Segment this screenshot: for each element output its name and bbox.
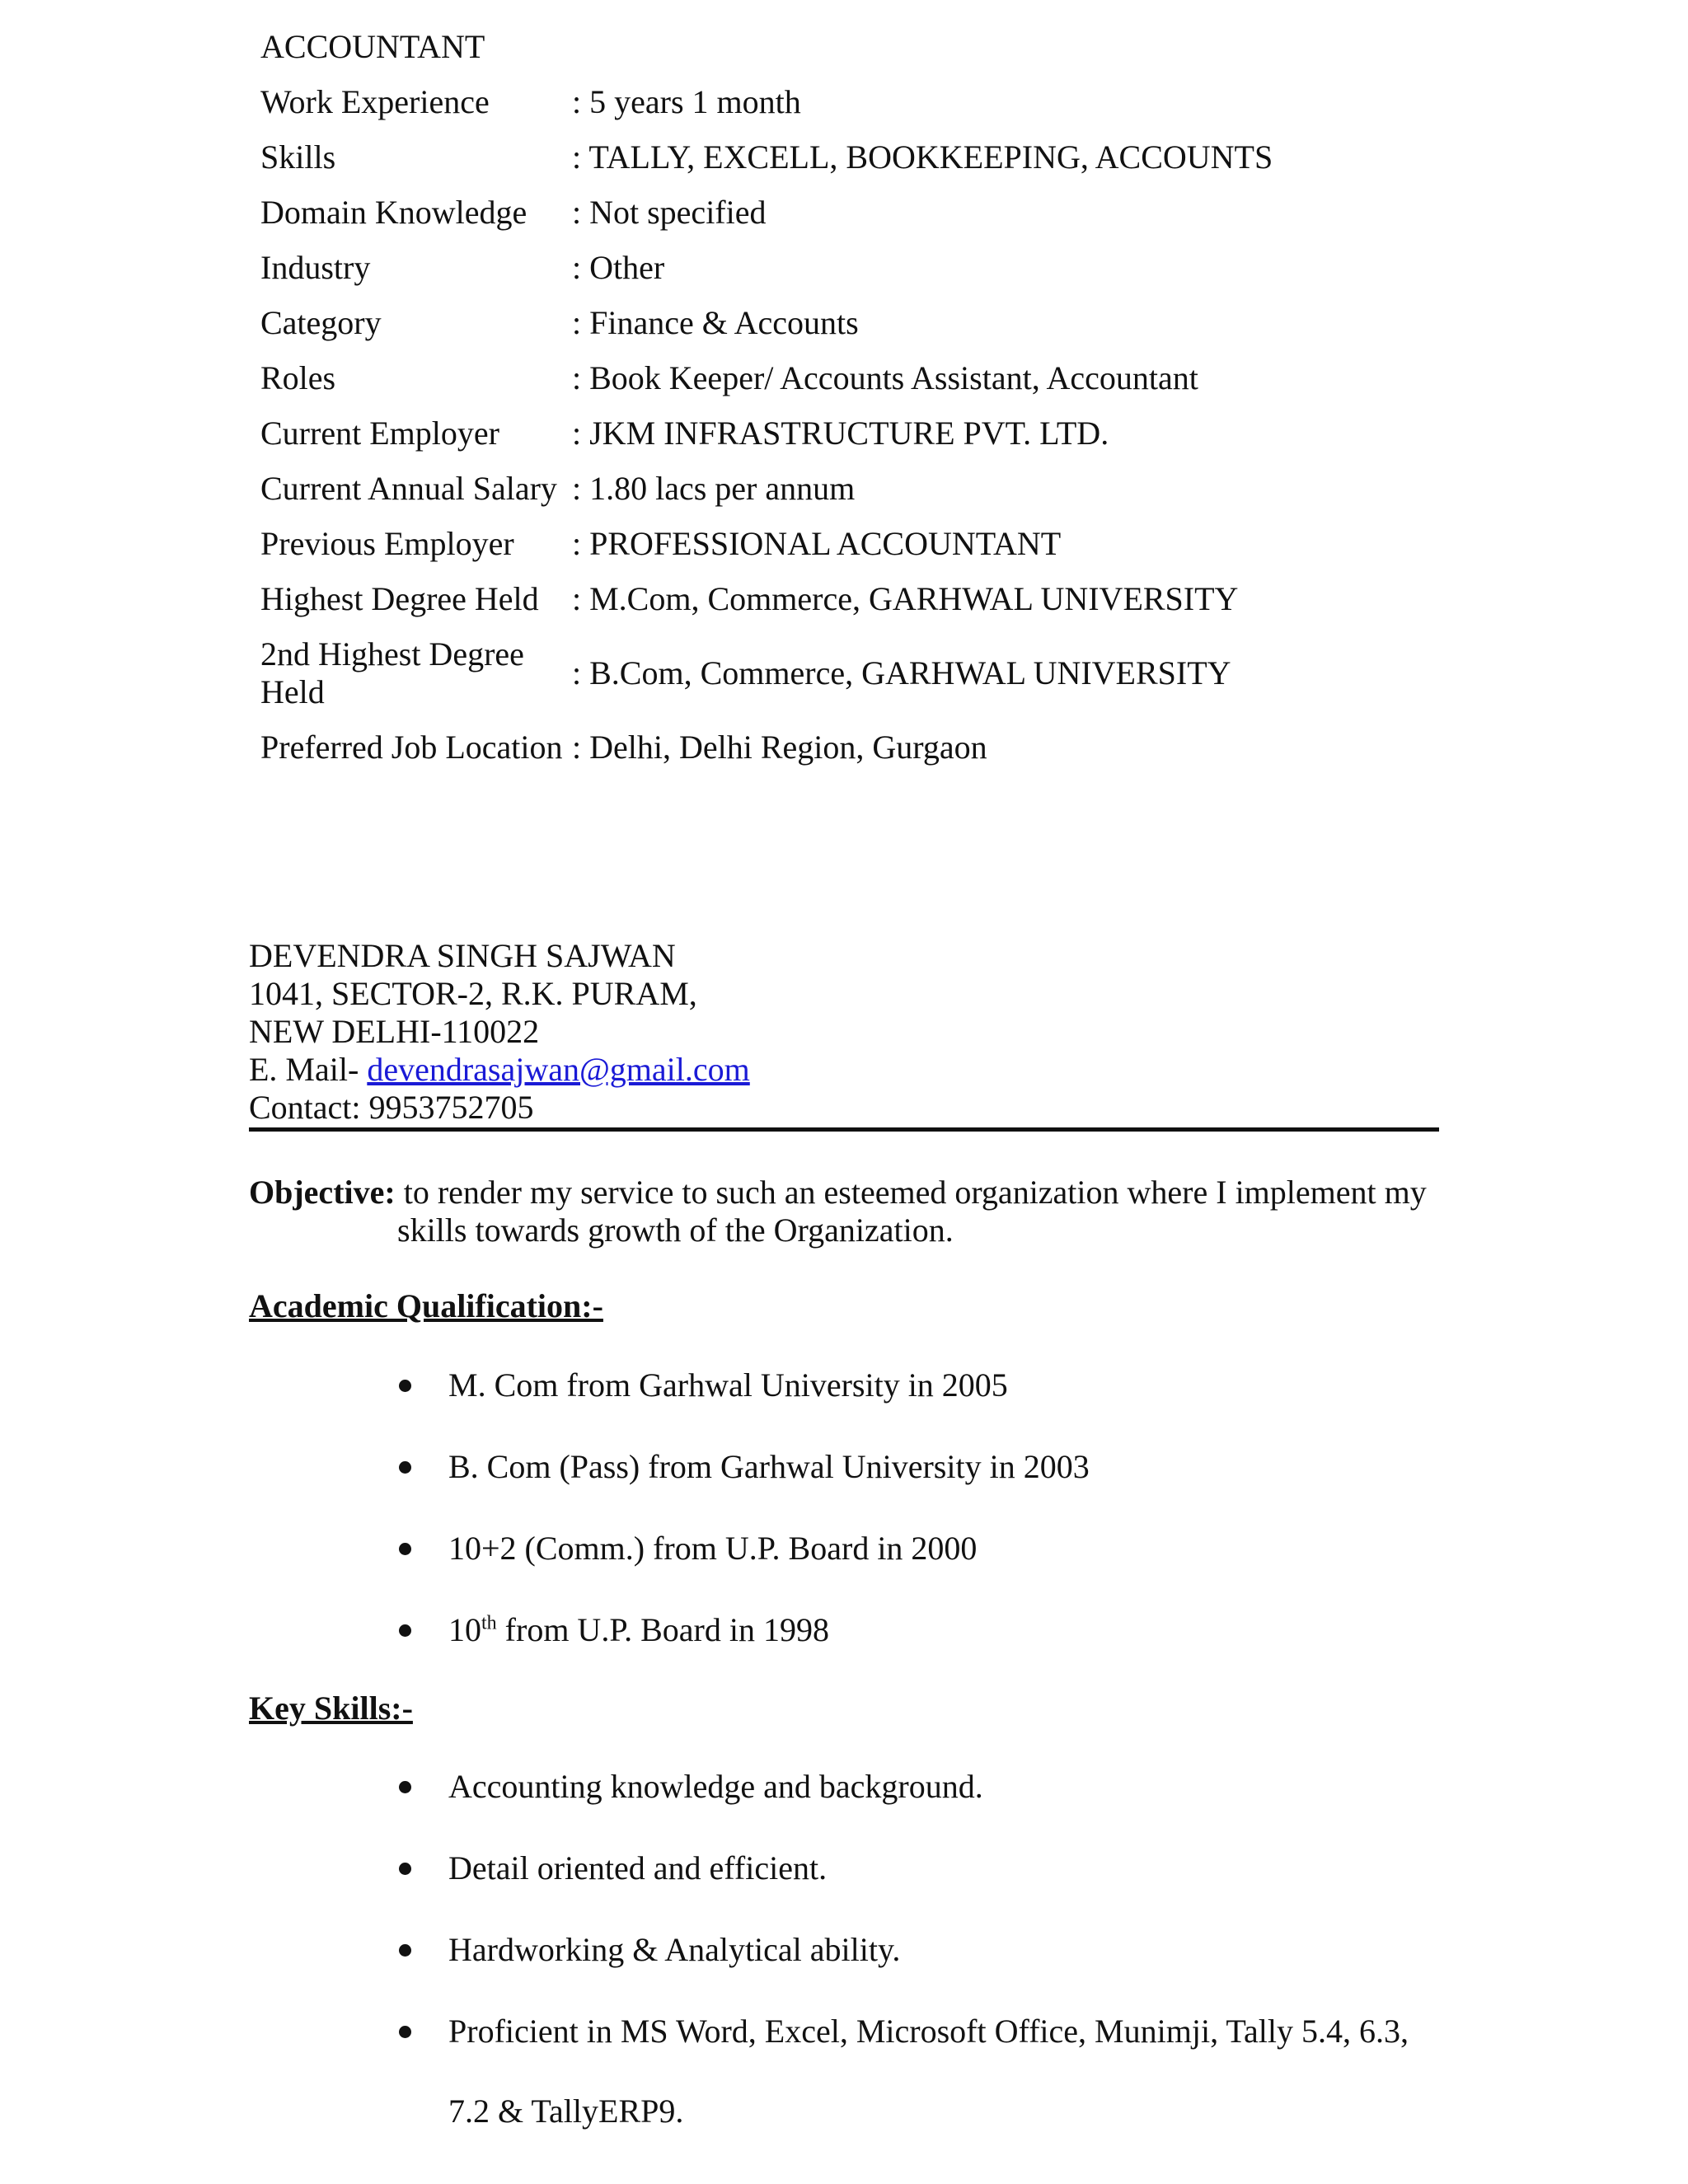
bullet-icon	[399, 1461, 411, 1474]
academic-list	[396, 1366, 1090, 1649]
row-label: 2nd Highest Degree Held	[260, 635, 524, 710]
row-label: Industry	[260, 249, 371, 286]
list-item: 10th from U.P. Board in 1998	[396, 1611, 1090, 1649]
row-value: : JKM INFRASTRUCTURE PVT. LTD.	[572, 415, 1109, 452]
row-value: : Book Keeper/ Accounts Assistant, Accountant	[572, 359, 1198, 396]
row-label: Domain Knowledge	[260, 194, 528, 231]
objective-text-2: skills towards growth of the Organization.	[397, 1212, 954, 1249]
objective-section	[249, 1174, 1452, 1249]
row-value: : B.Com, Commerce, GARHWAL UNIVERSITY	[572, 654, 1231, 691]
skills-list	[396, 1768, 1409, 2130]
academic-heading: Academic Qualification:-	[249, 1287, 603, 1324]
email-label: E. Mail-	[249, 1051, 368, 1088]
list-item: Accounting knowledge and background.	[396, 1768, 1409, 1806]
row-label: Preferred Job Location	[260, 729, 563, 766]
header-divider	[249, 1127, 1439, 1132]
list-item: 10+2 (Comm.) from U.P. Board in 2000	[396, 1530, 1090, 1568]
bullet-icon	[399, 1543, 411, 1555]
row-value: : TALLY, EXCELL, BOOKKEEPING, ACCOUNTS	[572, 138, 1273, 176]
row-label: Current Employer	[260, 415, 499, 452]
address-line-2: NEW DELHI-110022	[249, 1013, 540, 1050]
bullet-icon	[399, 1781, 411, 1793]
row-label: Work Experience	[260, 83, 490, 120]
list-item: M. Com from Garhwal University in 2005	[396, 1366, 1090, 1404]
row-value: : 1.80 lacs per annum	[572, 470, 856, 507]
row-label: Previous Employer	[260, 525, 514, 562]
list-item: Detail oriented and efficient.	[396, 1849, 1409, 1887]
row-value: : 5 years 1 month	[572, 83, 801, 120]
row-value: : PROFESSIONAL ACCOUNTANT	[572, 525, 1062, 562]
row-label: Category	[260, 304, 382, 341]
email-link[interactable]: devendrasajwan@gmail.com	[367, 1051, 750, 1088]
resume-page: ACCOUNTANT Work Experience : 5 years 1 month Skills : TALLY, EXCELL, BOOKKEEPING, ACCOUNTS Domain Knowledge : Not specified Industry : Other Category : Finance & Accounts Roles : Book Keeper/ Accounts Assistant, Accountant Current Employer : JKM INFRASTRUCTURE PVT. LTD. Current Annual Salary : 1.80 lacs per annum Previous Employer : PROFESSIONAL ACCOUNTANT Highest Degree Held : M.Com, Commerce, GARHWAL UNIVERSITY 2nd Highest Degree Held : B.Com, Commerce, GARHWAL UNIVERSITY Preferred Job Location : Delhi, Delhi Region, Gurgaon DEVENDRA SINGH SAJWAN 1041, SECTOR-2, R.K. PURAM, NEW DELHI-110022 E. Mail- devendrasajwan@gmail.com Contact: 9953752705 Objective: to render my service to such an esteemed organization where I implement my skills towards growth of the Organization. Academic Qualification:- M. Com from Garhwal University in 2005 B. Com (Pass) from Garhwal University in 2003 10+2 (Comm.) from U.P. Board in 2000 10th from U.P. Board in 1998 Key Skills:- Accounting knowledge and background. Detail oriented and efficient. Hardworking & Analytical ability. Proficient in MS Word, Excel, Microsoft Office, Munimji, Tally 5.4, 6.3, 7.2 & TallyERP9.	[0, 0, 1688, 2184]
list-item: Proficient in MS Word, Excel, Microsoft Office, Munimji, Tally 5.4, 6.3,	[396, 2013, 1409, 2050]
bullet-icon	[399, 2026, 411, 2038]
address-line-1: 1041, SECTOR-2, R.K. PURAM,	[249, 975, 697, 1012]
row-label: Highest Degree Held	[260, 580, 539, 617]
list-item-continuation: 7.2 & TallyERP9.	[448, 2093, 684, 2130]
row-value: : Delhi, Delhi Region, Gurgaon	[572, 729, 987, 766]
objective-text-1: to render my service to such an esteemed organization where I implement my	[395, 1174, 1427, 1211]
ordinal-suffix: th	[481, 1612, 497, 1634]
contact-block	[249, 937, 750, 1127]
row-label: Skills	[260, 138, 336, 176]
bullet-icon	[399, 1944, 411, 1957]
list-item: Hardworking & Analytical ability.	[396, 1931, 1409, 1969]
phone-line: Contact: 9953752705	[249, 1089, 534, 1126]
row-label: Current Annual Salary	[260, 470, 557, 507]
candidate-name: DEVENDRA SINGH SAJWAN	[249, 937, 676, 974]
list-item: B. Com (Pass) from Garhwal University in 2003	[396, 1448, 1090, 1486]
objective-label: Objective:	[249, 1174, 396, 1211]
row-value: : M.Com, Commerce, GARHWAL UNIVERSITY	[572, 580, 1239, 617]
skills-heading: Key Skills:-	[249, 1690, 413, 1727]
row-value: : Other	[572, 249, 665, 286]
bullet-icon	[399, 1624, 411, 1637]
email-line	[249, 1051, 750, 1089]
row-label: Roles	[260, 359, 336, 396]
row-value: : Finance & Accounts	[572, 304, 859, 341]
row-value: : Not specified	[572, 194, 767, 231]
bullet-icon	[399, 1380, 411, 1392]
bullet-icon	[399, 1863, 411, 1875]
